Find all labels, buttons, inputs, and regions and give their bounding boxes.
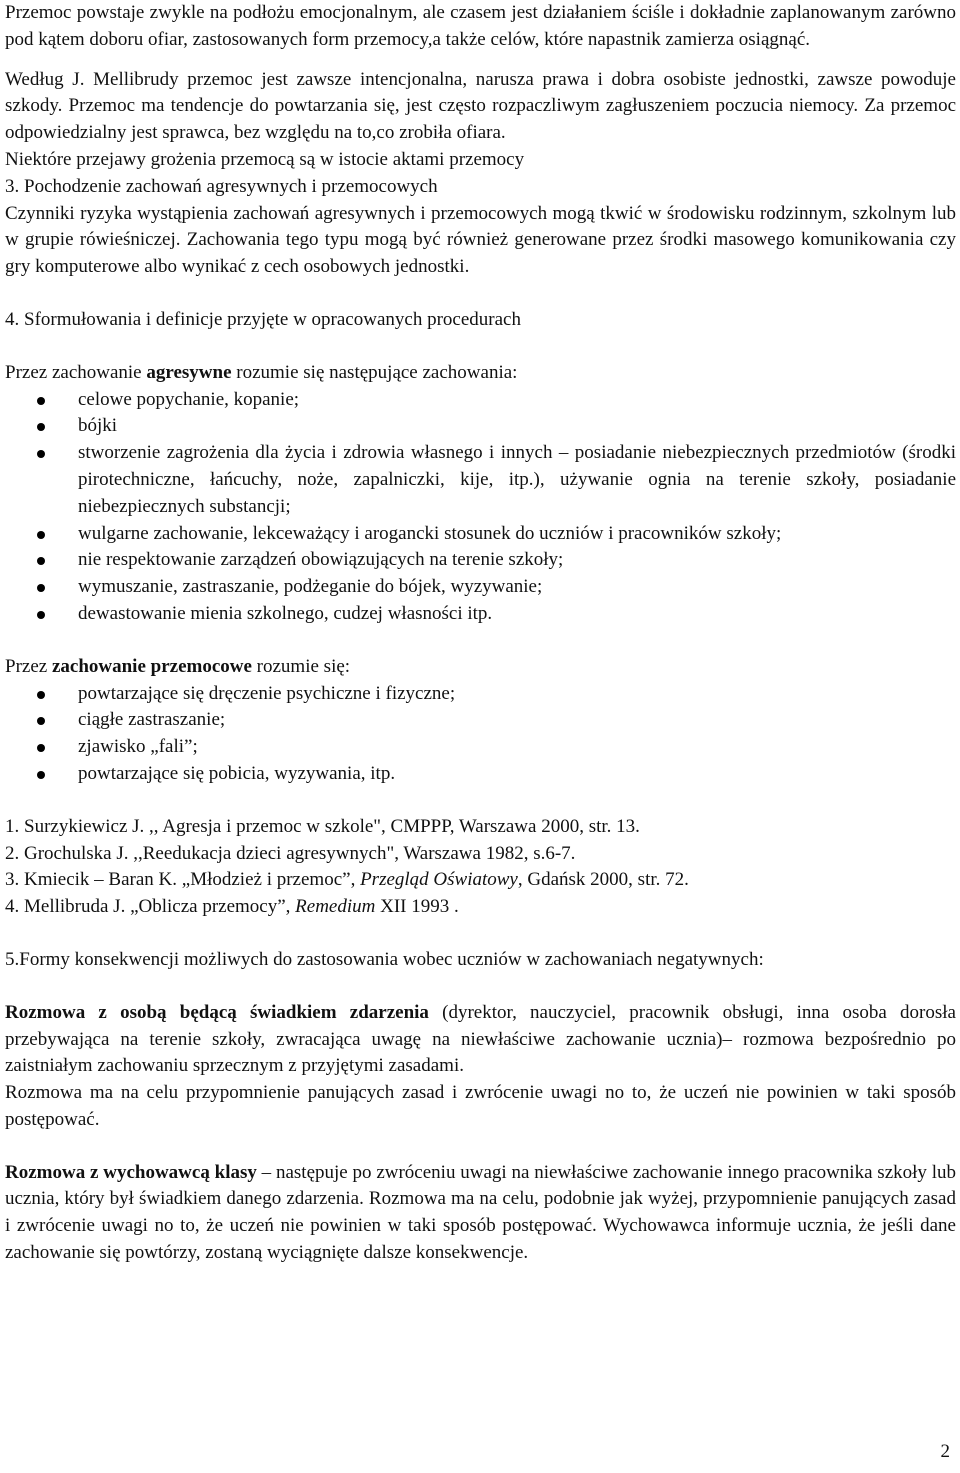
list-item-text: celowe popychanie, kopanie;: [78, 388, 300, 410]
witness-talk-text: (dyrektor, nauczyciel, pracownik obsługi, inna osoba dorosła przebywająca na terenie szkoły, zwracająca uwagę na niewłaściwe zachowanie ucznia)– rozmowa bezpośrednio po zaistniałym zachowaniu sprzecznym z przyjętymi zasadami.: [5, 1001, 956, 1077]
tutor-talk-text: – następuje po zwróceniu uwagi na niewłaściwe zachowanie innego pracownika szkoły lub ucznia, który był świadkiem danego zdarzenia. Rozmowa ma na celu, podobnie jak wyżej, przypomnienie panujących zasad i zwrócenie uwagi no to, że uczeń nie powinien w taki sposób postępować. Wychowawca informuje ucznia, że jeśli dane zachowanie się powtórzy, zostaną wyciągnięte dalsze konsekwencje.: [5, 1161, 956, 1264]
reference-4-journal: Remedium: [295, 896, 376, 918]
list-item: [5, 601, 956, 628]
bullet-icon: [37, 717, 45, 725]
paragraph-risk-factors: Czynniki ryzyka wystąpienia zachowań agresywnych i przemocowych mogą tkwić w środowisku rodzinnym, szkolnym lub w grupie rówieśniczej. Zachowania tego typu mogą być również generowane przez środki masowego komunikowania czy gry komputerowe albo wynikać z cech osobowych jednostki.: [5, 202, 956, 278]
list-item-text: dewastowanie mienia szkolnego, cudzej własności itp.: [78, 602, 493, 624]
bullet-icon: [37, 557, 45, 565]
bullet-icon: [37, 584, 45, 592]
violent-behavior-list: [5, 681, 956, 788]
bullet-icon: [37, 531, 45, 539]
reference-1: 1. Surzykiewicz J. ,, Agresja i przemoc w szkole", CMPPP, Warszawa 2000, str. 13.: [5, 815, 640, 837]
document-page: [5, 0, 956, 1267]
list-item-text: zjawisko „fali”;: [78, 736, 198, 758]
list-item: [5, 707, 956, 734]
reference-4-tail: XII 1993 .: [375, 896, 459, 918]
list-item-text: nie respektowanie zarządzeń obowiązujących na terenie szkoły;: [78, 549, 564, 571]
aggressive-behavior-list: [5, 387, 956, 628]
reference-3: [5, 867, 956, 894]
aggressive-intro-post: rozumie się następujące zachowania:: [231, 361, 518, 383]
paragraph-tutor-talk: [5, 1160, 956, 1267]
violent-behavior-intro: [5, 654, 956, 681]
list-item: [5, 681, 956, 708]
reference-4: [5, 894, 956, 921]
aggressive-term-b: agresywne: [146, 361, 232, 383]
list-item: [5, 521, 956, 548]
section-heading-5: 5.Formy konsekwencji możliwych do zastosowania wobec uczniów w zachowaniach negatywnych:: [5, 948, 764, 970]
tutor-talk-title: Rozmowa z wychowawcą klasy: [5, 1161, 257, 1183]
page-number: 2: [940, 1441, 950, 1462]
list-item: [5, 734, 956, 761]
list-item-text: wymuszanie, zastraszanie, podżeganie do bójek, wyzywanie;: [78, 576, 543, 598]
aggressive-behavior-intro: [5, 360, 956, 387]
paragraph-violence-basis: Przemoc powstaje zwykle na podłożu emocjonalnym, ale czasem jest działaniem ściśle i dokładnie zaplanowanym zarówno pod kątem doboru ofiar, zastosowanych form przemocy,a także celów, które napastnik zamierza osiągnąć.: [5, 2, 956, 50]
bullet-icon: [37, 397, 45, 405]
list-item: [5, 547, 956, 574]
reference-3-journal: Przegląd Oświatowy: [360, 869, 518, 891]
paragraph-witness-talk: [5, 1000, 956, 1080]
paragraph-threats: Niektóre przejawy grożenia przemocą są w istocie aktami przemocy: [5, 148, 525, 170]
bullet-icon: [37, 744, 45, 752]
reference-3-text: 3. Kmiecik – Baran K. „Młodzież i przemoc”,: [5, 869, 361, 891]
list-item: [5, 574, 956, 601]
paragraph-mellibruda: [5, 67, 956, 147]
violent-term: zachowanie przemocowe: [51, 655, 252, 677]
paragraph-mellibruda-b: Przemoc ma tendencje do powtarzania się, jest często rozpaczliwym zagłuszeniem poczucia niemocy.: [68, 95, 859, 117]
list-item-text: powtarzające się dręczenie psychiczne i fizyczne;: [78, 682, 456, 704]
list-item: [5, 387, 956, 414]
list-item-text: wulgarne zachowanie, lekceważący i arogancki stosunek do uczniów i pracowników szkoły;: [78, 522, 782, 544]
reference-2: 2. Grochulska J. ,,Reedukacja dzieci agresywnych", Warszawa 1982, s.6-7.: [5, 842, 576, 864]
reference-3-tail: , Gdańsk 2000, str. 72.: [517, 869, 689, 891]
bullet-icon: [37, 450, 45, 458]
list-item: [5, 761, 956, 788]
paragraph-witness-talk-purpose: Rozmowa ma na celu przypomnienie panujących zasad i zwrócenie uwagi no to, że uczeń nie powinien w taki sposób postępować.: [5, 1082, 956, 1130]
section-heading-4: 4. Sformułowania i definicje przyjęte w opracowanych procedurach: [5, 308, 521, 330]
bullet-icon: [37, 771, 45, 779]
paragraph-mellibruda-a: Według J. Mellibrudy przemoc jest zawsze intencjonalna, narusza prawa i dobra osobiste jednostki, zawsze powoduje szkody.: [5, 68, 956, 117]
list-item-text: ciągłe zastraszanie;: [78, 709, 226, 731]
list-item-text: stworzenie zagrożenia dla życia i zdrowia własnego i innych – posiadanie niebezpiecznych przedmiotów (środki pirotechniczne, łańcuchy, noże, zapalniczki, kije, itp.), używanie ognia na terenie szkoły, posiadanie niebezpiecznych substancji;: [78, 442, 956, 517]
list-item: [5, 413, 956, 440]
bullet-icon: [37, 691, 45, 699]
violent-intro-pre: Przez: [5, 655, 52, 677]
section-heading-3: 3. Pochodzenie zachowań agresywnych i przemocowych: [5, 175, 438, 197]
reference-4-text: 4. Mellibruda J. „Oblicza przemocy”,: [5, 896, 296, 918]
list-item-text: bójki: [78, 415, 118, 437]
bullet-icon: [37, 423, 45, 431]
bullet-icon: [37, 611, 45, 619]
aggressive-term-a: zachowanie: [51, 361, 147, 383]
violent-intro-post: rozumie się:: [251, 655, 351, 677]
list-item: [5, 440, 956, 520]
aggressive-intro-pre: Przez: [5, 361, 52, 383]
witness-talk-title: Rozmowa z osobą będącą świadkiem zdarzenia: [5, 1001, 429, 1023]
paragraph-mellibruda-c: Za przemoc odpowiedzialny jest sprawca, bez względu na to,co zrobiła ofiara.: [5, 95, 957, 144]
list-item-text: powtarzające się pobicia, wyzywania, itp.: [78, 762, 396, 784]
